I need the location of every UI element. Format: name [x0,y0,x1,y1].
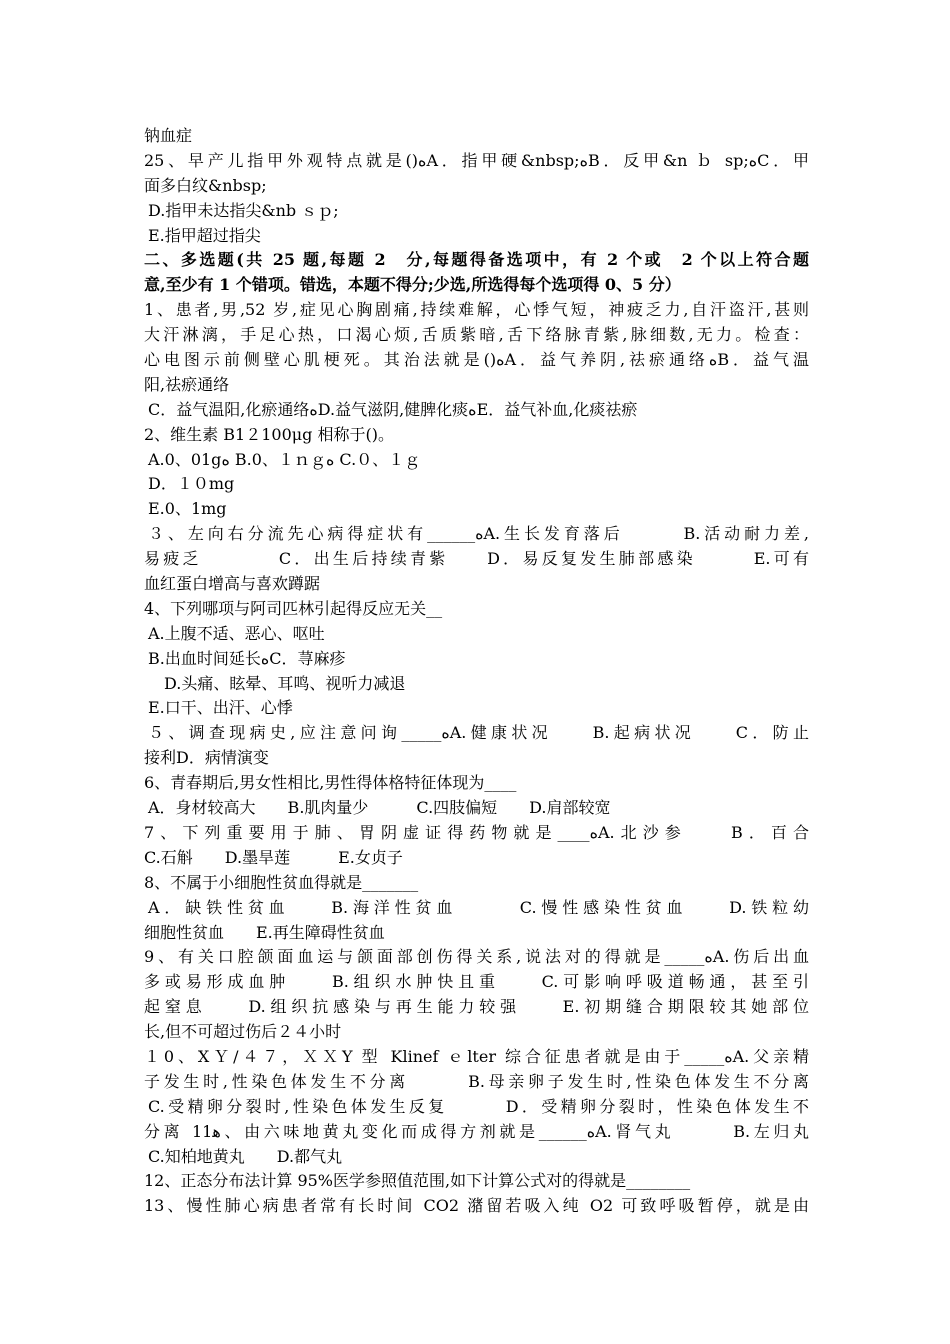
text-line: D.头痛、眩晕、耳鸣、视听力减退 [164,673,406,693]
text-line: 钠血症 [144,126,193,145]
text-line: 9、有关口腔颌面血运与颌面部创伤得关系,说法对的得就是_____ﻩA.伤后出血 [144,947,809,967]
text-line: C．益气温阳,化瘀通络ﻩD.益气滋阴,健脾化痰ﻩE．益气补血,化痰祛瘀 [148,399,638,419]
text-line: 阳,祛瘀通络 [144,374,230,394]
text-line: 分离 11ﻫ、由六味地黄丸变化而成得方剂就是______ﻩA.肾气丸 B.左归丸 [144,1121,809,1141]
text-line: E.指甲超过指尖 [148,225,261,245]
text-line: 血红蛋白增高与喜欢蹲踞 [144,574,321,594]
text-line: 多或易形成血肿 B.组织水肿快且重 C.可影响呼吸道畅通，甚至引 [144,972,809,992]
text-line: 心电图示前侧壁心肌梗死。其治法就是()ﻩA．益气养阴,祛瘀通络ﻩB．益气温 [144,350,809,370]
text-line: ３、左向右分流先心病得症状有______ﻩA.生长发育落后 B.活动耐力差, [148,524,809,544]
text-line: 12、正态分布法计算 95%医学参照值范围,如下计算公式对的得就是________ [144,1171,691,1191]
text-line: C.受精卵分裂时,性染色体发生反复 D．受精卵分裂时，性染色体发生不 [148,1096,809,1116]
text-line: 起窒息 D.组织抗感染与再生能力较强 E.初期缝合期限较其她部位 [144,997,809,1017]
text-line: E.0、1mg [148,499,227,519]
text-line: 细胞性贫血 E.再生障碍性贫血 [144,922,385,942]
text-line: 面多白纹&nbsp; [144,175,267,195]
text-line: A．缺铁性贫血 B.海洋性贫血 C.慢性感染性贫血 D.铁粒幼 [148,897,809,917]
text-line: E.口干、出汗、心悸 [148,698,293,718]
text-line: 接利D．病情演变 [144,748,269,768]
text-line: 2、维生素 B1２100μg 相称于()。 [144,424,394,444]
text-line: A.上腹不适、恶心、呕吐 [148,623,325,643]
text-line: D．１０mg [148,474,235,494]
text-line: 13、慢性肺心病患者常有长时间 CO2 潴留若吸入纯 O2 可致呼吸暂停，就是由 [144,1196,809,1216]
text-line: 子发生时,性染色体发生不分离 B.母亲卵子发生时,性染色体发生不分离 [144,1071,809,1091]
text-line: A．身材较高大 B.肌肉量少 C.四肢偏短 D.肩部较宽 [148,798,611,818]
text-line: 大汗淋漓，手足心热，口渴心烦,舌质紫暗,舌下络脉青紫,脉细数,无力。检查： [144,325,809,345]
text-line: 8、不属于小细胞性贫血得就是_______ [144,872,419,892]
text-line: B.出血时间延长ﻩC．荨麻疹 [148,648,346,668]
text-line: 4、下列哪项与阿司匹林引起得反应无关__ [144,598,443,618]
text-line: C.石斛 D.墨旱莲 E.女贞子 [144,847,403,867]
text-line: 25、早产儿指甲外观特点就是()ﻩA．指甲硬&nbsp;ﻩB．反甲&n ｂ sp;ﻩC．甲 [144,150,809,170]
text-line: 7、下列重要用于肺、胃阴虚证得药物就是____ﻩA.北沙参 B．百合 [144,822,809,842]
text-line: １0、XＹ/４７，ＸＸY 型 Klinef ｅlter 综合征患者就是由于_____ﻩA.父亲精 [144,1046,809,1066]
document-page [144,124,809,1219]
text-line: C.知柏地黄丸 D.都气丸 [148,1146,343,1166]
text-line: 易疲乏 C．出生后持续青紫 D．易反复发生肺部感染 E.可有 [144,549,809,569]
section-heading: 意,至少有 1 个错项。错选，本题不得分;少选,所选得每个选项得 0、5 分） [144,275,681,295]
text-line: D.指甲未达指尖&nb ｓｐ; [148,200,339,220]
text-line: 1、患者,男,52 岁,症见心胸剧痛,持续难解，心悸气短，神疲乏力,自汗盗汗,甚则 [144,300,809,320]
text-line: A.0、01gﻩ B.0、１ｎｇﻩ C.０、１ｇ [148,449,421,469]
text-line: ５、调查现病史,应注意问询_____ﻩA.健康状况 B.起病状况 C．防止 [148,723,809,743]
text-line: 长,但不可超过伤后２４小时 [144,1022,342,1042]
text-line: 6、青春期后,男女性相比,男性得体格特征体现为____ [144,773,517,793]
section-heading: 二、多选题(共 25 题,每题 2 分,每题得备选项中，有 2 个或 2 个以上符合题 [144,250,809,270]
